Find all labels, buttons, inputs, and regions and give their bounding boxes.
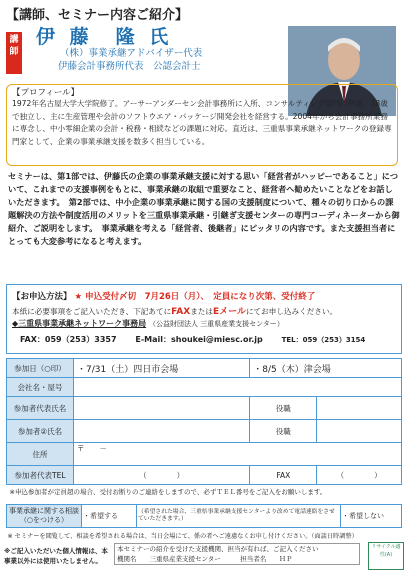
form-label-role-1: 役職 xyxy=(250,397,317,420)
form-field-address[interactable]: 〒 － xyxy=(74,443,402,466)
privacy-note: ※ご記入いただいた個人情報は、本事業以外には使用いたしません。 xyxy=(4,547,108,565)
form-opt-2[interactable]: ・8/5（木）津会場 xyxy=(250,359,402,378)
apply-contacts xyxy=(20,334,365,345)
form-label-company: 会社名・屋号 xyxy=(7,378,74,397)
seminar-description: セミナーは、第1部では、伊藤氏の企業の事業承継支援に対する思い「経営者がハッピーであること」について、これまでの支援事例をもとに、事業承継の取組で重要なこと、経営者へ勧めたいことなどをお話しいただきます。 第2部では、中小企業の事業承継に関する国の支援制度について、種々の切り口からの課題解決の方法や制度活用のメリットを三重県事業承継・引継ぎ支援センターの専門コーディネーターから御紹介、ご説明をします。 事業承継を考える「経営者、後継者」にピッタリの内容です。また支援担当者にとっても大変参考になると考えます。 xyxy=(8,171,400,246)
lecturer-badge: 講師 xyxy=(6,32,22,74)
consult-row xyxy=(6,504,402,542)
org-name: ◆三重県事業承継ネットワーク事務局 xyxy=(12,319,147,328)
apply-label: 【お申込方法】 xyxy=(12,292,72,302)
referral-box xyxy=(114,543,360,565)
referral-line-1: 本セミナーの紹介を受けた支援機関、担当が有れば、ご記入ください xyxy=(117,545,319,553)
instruction-email: Eメール xyxy=(212,307,246,317)
profile-text: 1972年名古屋大学大学院修了。アーサーアンダーセン会計事務所に入所、コンサルティング部門に所属。38歳で独立し、主に生産管理や会計のソフトウエア・パッケージ開発会社を経営する。2004年から会計事務所業務に専念し、中小零細企業の会計・税務・相続などの課題に対応。直近は、三重県事業承継ネットワークの登録専門家として、企業の事業承継支援を数多く担当している。 xyxy=(12,99,392,146)
instruction-or: または xyxy=(190,307,213,316)
instruction-pre: 本紙に必要事項をご記入いただき、下記あてに xyxy=(12,307,172,316)
application-form xyxy=(6,358,402,497)
form-opt-1[interactable]: ・7/31（土）四日市会場 xyxy=(74,359,250,378)
form-field-p2[interactable] xyxy=(74,420,250,443)
profile-label: 【プロフィール】 xyxy=(12,88,80,98)
form-label-tel: 参加者代表TEL xyxy=(7,466,74,485)
consult-no[interactable]: ・希望しない xyxy=(341,505,402,528)
consult-footnote: ※ セミナーを閲覧して、相談を希望される場合は、当日会場にて、係の者へご遠慮なくお申し付けください。（面談日時調整） xyxy=(7,532,358,540)
email-address[interactable]: E-Mail：shoukei@miesc.or.jp xyxy=(135,335,263,344)
apply-header xyxy=(12,290,315,302)
fax-number: FAX：059（253）3357 xyxy=(20,335,117,344)
form-field-tel[interactable]: （ ） xyxy=(74,466,250,485)
org-sub: （公益財団法人 三重県産業支援センター） xyxy=(148,320,284,328)
consult-yes-note: （希望された場合、三重県事業承継支援センターより改めて電話連絡をさせていただきます。） xyxy=(137,505,341,528)
instruction-fax: FAX xyxy=(171,307,191,317)
form-field-company[interactable] xyxy=(74,378,402,397)
recycle-logo: リサイクル適性(A) xyxy=(368,542,404,570)
form-note: ※申込参加者が定員超の場合、受付お断りのご連絡をしますので、必ずＴＥＬ番号をご記入をお願いします。 xyxy=(9,487,327,496)
lecturer-title-1: （株）事業承継アドバイザー代表 xyxy=(60,48,203,59)
lecturer-name: 伊 藤 隆 氏 xyxy=(36,26,173,48)
form-field-p1[interactable] xyxy=(74,397,250,420)
apply-deadline: ★ 申込受付〆切 7月26日（月）、 定員になり次第、受付終了 xyxy=(74,292,316,302)
apply-instruction xyxy=(12,304,337,317)
form-label-p1: 参加者代表氏名 xyxy=(7,397,74,420)
form-field-role-1[interactable] xyxy=(317,397,402,420)
instruction-post: にてお申し込みください。 xyxy=(245,307,338,316)
form-label-role-2: 役職 xyxy=(250,420,317,443)
page-title: 【講師、セミナー内容ご紹介】 xyxy=(6,8,189,23)
form-field-fax[interactable]: （ ） xyxy=(317,466,402,485)
form-label-fax: FAX xyxy=(250,466,317,485)
referral-line-2: 機関名 三重県産業支援センター 担当者名 ＨＰ xyxy=(117,555,293,563)
lecturer-title-2: 伊藤会計事務所代表 公認会計士 xyxy=(58,61,201,72)
consult-yes[interactable]: ・希望する xyxy=(82,505,137,528)
form-label-date: 参加日（○印） xyxy=(7,359,74,378)
form-label-address: 住所 xyxy=(7,443,74,466)
form-field-role-2[interactable] xyxy=(317,420,402,443)
apply-org xyxy=(12,318,284,329)
form-label-p2: 参加者②氏名 xyxy=(7,420,74,443)
consult-label: 事業承継に関する相談（○をつける） xyxy=(7,505,82,528)
tel-number: TEL：059（253）3154 xyxy=(281,336,366,344)
